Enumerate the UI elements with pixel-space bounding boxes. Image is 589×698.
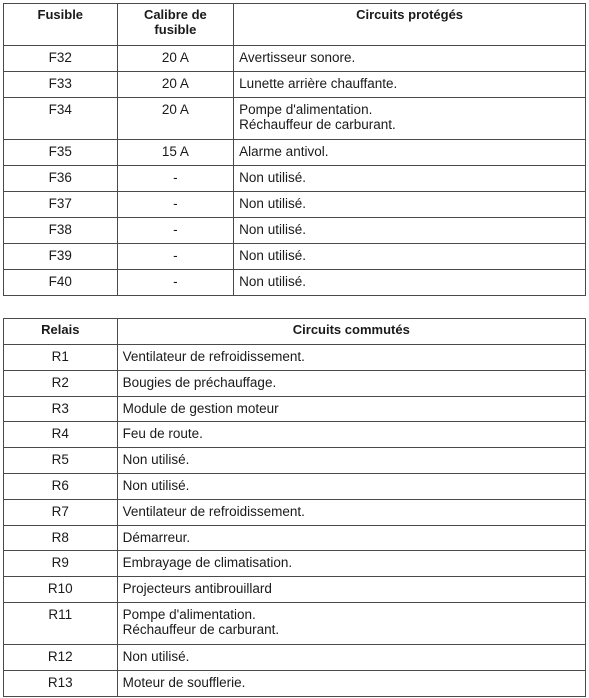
relay-circuit: Non utilisé. [117, 644, 585, 670]
relay-table [3, 318, 586, 697]
relay-id: R5 [4, 448, 118, 474]
fuse-id: F33 [4, 72, 118, 98]
relay-circuit: Ventilateur de refroidissement. [117, 345, 585, 371]
relay-id: R11 [4, 602, 118, 644]
fuse-circuit: Pompe d'alimentation. Réchauffeur de carburant. [234, 98, 586, 140]
fuse-circuit: Non utilisé. [234, 218, 586, 244]
fuse-circuit: Non utilisé. [234, 192, 586, 218]
fuse-circuit: Avertisseur sonore. [234, 46, 586, 72]
fuse-circuit: Non utilisé. [234, 166, 586, 192]
table-row [4, 499, 586, 525]
fuse-rating: - [117, 244, 234, 270]
fuse-id: F36 [4, 166, 118, 192]
table-row [4, 644, 586, 670]
fuse-id: F32 [4, 46, 118, 72]
header-fuse-rating: Calibre de fusible [117, 4, 234, 46]
fuse-rating: - [117, 192, 234, 218]
header-protected-circuits: Circuits protégés [234, 4, 586, 46]
relay-circuit: Démarreur. [117, 525, 585, 551]
fuse-rating: 20 A [117, 98, 234, 140]
table-row [4, 218, 586, 244]
relay-circuit: Feu de route. [117, 422, 585, 448]
relay-id: R9 [4, 551, 118, 577]
relay-circuit: Ventilateur de refroidissement. [117, 499, 585, 525]
table-row [4, 602, 586, 644]
header-fuse: Fusible [4, 4, 118, 46]
relay-id: R7 [4, 499, 118, 525]
fuse-id: F34 [4, 98, 118, 140]
table-row [4, 72, 586, 98]
table-row [4, 422, 586, 448]
table-row [4, 551, 586, 577]
fuse-rating: 20 A [117, 72, 234, 98]
relay-circuit: Pompe d'alimentation. Réchauffeur de carburant. [117, 602, 585, 644]
relay-circuit: Non utilisé. [117, 448, 585, 474]
table-row [4, 396, 586, 422]
fuse-id: F38 [4, 218, 118, 244]
fuse-rating: - [117, 270, 234, 296]
fuse-table-header-row [4, 4, 586, 46]
fuse-circuit: Lunette arrière chauffante. [234, 72, 586, 98]
table-row [4, 46, 586, 72]
relay-id: R12 [4, 644, 118, 670]
table-row [4, 370, 586, 396]
fuse-table [3, 3, 586, 296]
relay-id: R6 [4, 473, 118, 499]
table-row [4, 192, 586, 218]
relay-circuit: Bougies de préchauffage. [117, 370, 585, 396]
table-row [4, 166, 586, 192]
table-row [4, 448, 586, 474]
relay-id: R3 [4, 396, 118, 422]
relay-id: R2 [4, 370, 118, 396]
relay-circuit: Non utilisé. [117, 473, 585, 499]
table-row [4, 473, 586, 499]
relay-id: R4 [4, 422, 118, 448]
relay-circuit: Projecteurs antibrouillard [117, 577, 585, 603]
fuse-circuit: Alarme antivol. [234, 140, 586, 166]
fuse-rating: 20 A [117, 46, 234, 72]
table-row [4, 525, 586, 551]
table-row [4, 244, 586, 270]
fuse-rating: - [117, 218, 234, 244]
fuse-rating: - [117, 166, 234, 192]
relay-circuit: Embrayage de climatisation. [117, 551, 585, 577]
table-row [4, 270, 586, 296]
table-row [4, 140, 586, 166]
relay-table-header-row [4, 319, 586, 345]
fuse-circuit: Non utilisé. [234, 244, 586, 270]
fuse-id: F35 [4, 140, 118, 166]
relay-id: R13 [4, 670, 118, 696]
table-row [4, 670, 586, 696]
fuse-id: F37 [4, 192, 118, 218]
header-relay: Relais [4, 319, 118, 345]
fuse-id: F40 [4, 270, 118, 296]
relay-id: R1 [4, 345, 118, 371]
table-row [4, 98, 586, 140]
fuse-table-body [4, 46, 586, 296]
fuse-rating: 15 A [117, 140, 234, 166]
relay-id: R8 [4, 525, 118, 551]
fuse-id: F39 [4, 244, 118, 270]
table-row [4, 577, 586, 603]
relay-circuit: Moteur de soufflerie. [117, 670, 585, 696]
fuse-circuit: Non utilisé. [234, 270, 586, 296]
relay-id: R10 [4, 577, 118, 603]
relay-table-body [4, 345, 586, 697]
table-row [4, 345, 586, 371]
header-switched-circuits: Circuits commutés [117, 319, 585, 345]
relay-circuit: Module de gestion moteur [117, 396, 585, 422]
